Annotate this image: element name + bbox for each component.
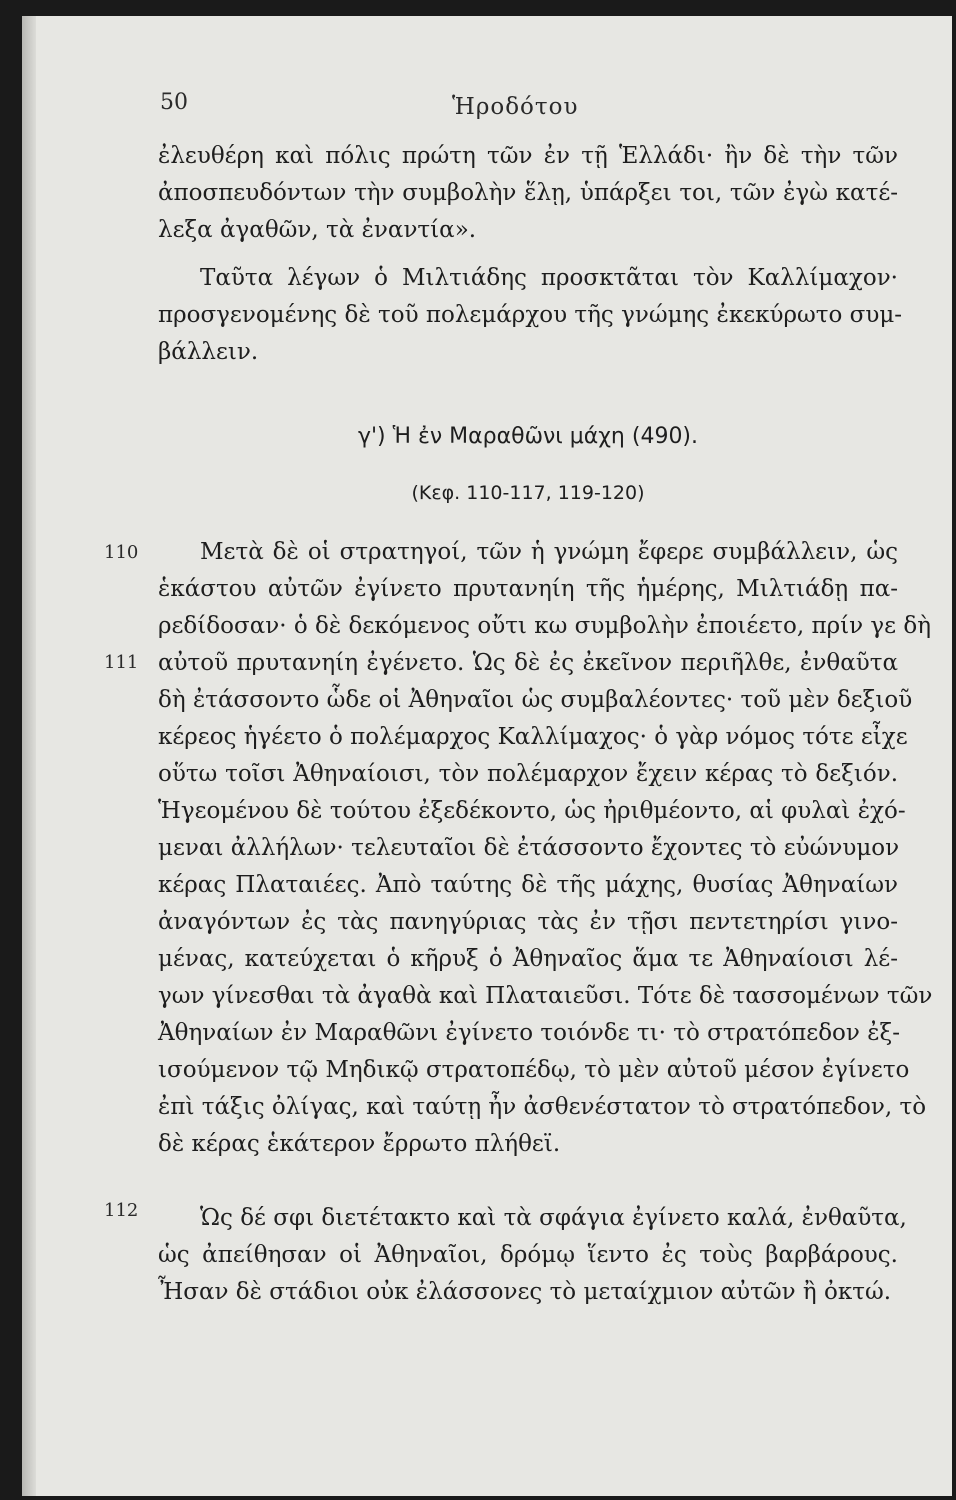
text-line: ἐλευθέρη καὶ πόλις πρώτη τῶν ἐν τῇ Ἑλλάδι· ἢν δὲ τὴν τῶν	[158, 143, 898, 169]
text-line: Ὡς δέ σφι διετέτακτο καὶ τὰ σφάγια ἐγίνετο καλά, ἐνθαῦτα,	[200, 1205, 907, 1231]
text-line: Μετὰ δὲ οἱ στρατηγοί, τῶν ἡ γνώμη ἔφερε συμβάλλειν, ὡς	[200, 539, 898, 565]
paragraph-chapter-112	[158, 1200, 907, 1311]
paragraph-miltiades	[158, 260, 903, 371]
section-subheading: (Κεφ. 110-117, 119-120)	[411, 482, 645, 504]
page-gutter-shadow	[22, 16, 36, 1496]
section-heading: γ') Ἡ ἐν Μαραθῶνι μάχη (490).	[357, 424, 699, 449]
text-line: μένας, κατεύχεται ὁ κῆρυξ ὁ Ἀθηναῖος ἅμα τε Ἀθηναίοισι λέ-	[158, 946, 898, 972]
text-line: προσγενομένης δὲ τοῦ πολεμάρχου τῆς γνώμης ἐκεκύρωτο συμ-	[158, 302, 903, 328]
text-line: ισούμενον τῷ Μηδικῷ στρατοπέδῳ, τὸ μὲν αὐτοῦ μέσον ἐγίνετο	[158, 1057, 910, 1083]
text-line: ἐπὶ τάξις ὀλίγας, καὶ ταύτῃ ἦν ἀσθενέστατον τὸ στρατόπεδον, τὸ	[158, 1094, 927, 1120]
intro-paragraph	[158, 138, 898, 249]
chapter-number: 112	[104, 1200, 139, 1221]
text-line: Ἦσαν δὲ στάδιοι οὐκ ἐλάσσονες τὸ μεταίχμιον αὐτῶν ἢ ὀκτώ.	[158, 1279, 892, 1305]
text-line: βάλλειν.	[158, 339, 259, 365]
text-line: ὡς ἀπείθησαν οἱ Ἀθηναῖοι, δρόμῳ ἵεντο ἐς τοὺς βαρβάρους.	[158, 1242, 898, 1268]
text-line: γων γίνεσθαι τὰ ἀγαθὰ καὶ Πλαταιεῦσι. Τότε δὲ τασσομένων τῶν	[158, 983, 933, 1009]
text-line: ἀναγόντων ἐς τὰς πανηγύριας τὰς ἐν τῇσι πεντετηρίσι γινο-	[158, 909, 898, 935]
text-line: δὴ ἐτάσσοντο ὧδε οἱ Ἀθηναῖοι ὡς συμβαλέοντες· τοῦ μὲν δεξιοῦ	[158, 687, 913, 713]
text-line: δὲ κέρας ἑκάτερον ἔρρωτο πλήθεϊ.	[158, 1131, 561, 1157]
book-page	[22, 16, 952, 1496]
chapter-number: 111	[104, 652, 139, 673]
text-line: οὕτω τοῖσι Ἀθηναίοισι, τὸν πολέμαρχον ἔχειν κέρας τὸ δεξιόν.	[158, 761, 898, 787]
chapter-number: 110	[104, 542, 139, 563]
text-line: μεναι ἀλλήλων· τελευταῖοι δὲ ἐτάσσοντο ἔχοντες τὸ εὐώνυμον	[158, 835, 900, 861]
text-line: κέρας Πλαταιέες. Ἀπὸ ταύτης δὲ τῆς μάχης, θυσίας Ἀθηναίων	[158, 872, 898, 898]
text-line: Ἡγεομένου δὲ τούτου ἐξεδέκοντο, ὡς ἠριθμέοντο, αἱ φυλαὶ ἐχό-	[158, 798, 906, 824]
text-line: Ἀθηναίων ἐν Μαραθῶνι ἐγίνετο τοιόνδε τι· τὸ στρατόπεδον ἐξ-	[158, 1020, 900, 1046]
text-line: ἑκάστου αὐτῶν ἐγίνετο πρυτανηίη τῆς ἡμέρης, Μιλτιάδῃ πα-	[158, 576, 898, 602]
paragraph-chapter-110	[158, 534, 933, 1163]
text-line: ἀποσπευδόντων τὴν συμβολὴν ἕλῃ, ὑπάρξει τοι, τῶν ἐγὼ κατέ-	[158, 180, 898, 206]
text-line: ρεδίδοσαν· ὁ δὲ δεκόμενος οὔτι κω συμβολὴν ἐποιέετο, πρίν γε δὴ	[158, 613, 932, 639]
text-line: λεξα ἀγαθῶν, τὰ ἐναντία».	[158, 217, 477, 243]
running-title: Ἡροδότου	[452, 94, 579, 120]
page-number: 50	[160, 90, 188, 115]
text-line: κέρεος ἡγέετο ὁ πολέμαρχος Καλλίμαχος· ὁ γὰρ νόμος τότε εἶχε	[158, 724, 908, 750]
text-line: αὐτοῦ πρυτανηίη ἐγένετο. Ὡς δὲ ἐς ἐκεῖνον περιῆλθε, ἐνθαῦτα	[158, 650, 898, 676]
text-line: Ταῦτα λέγων ὁ Μιλτιάδης προσκτᾶται τὸν Καλλίμαχον·	[200, 265, 898, 291]
